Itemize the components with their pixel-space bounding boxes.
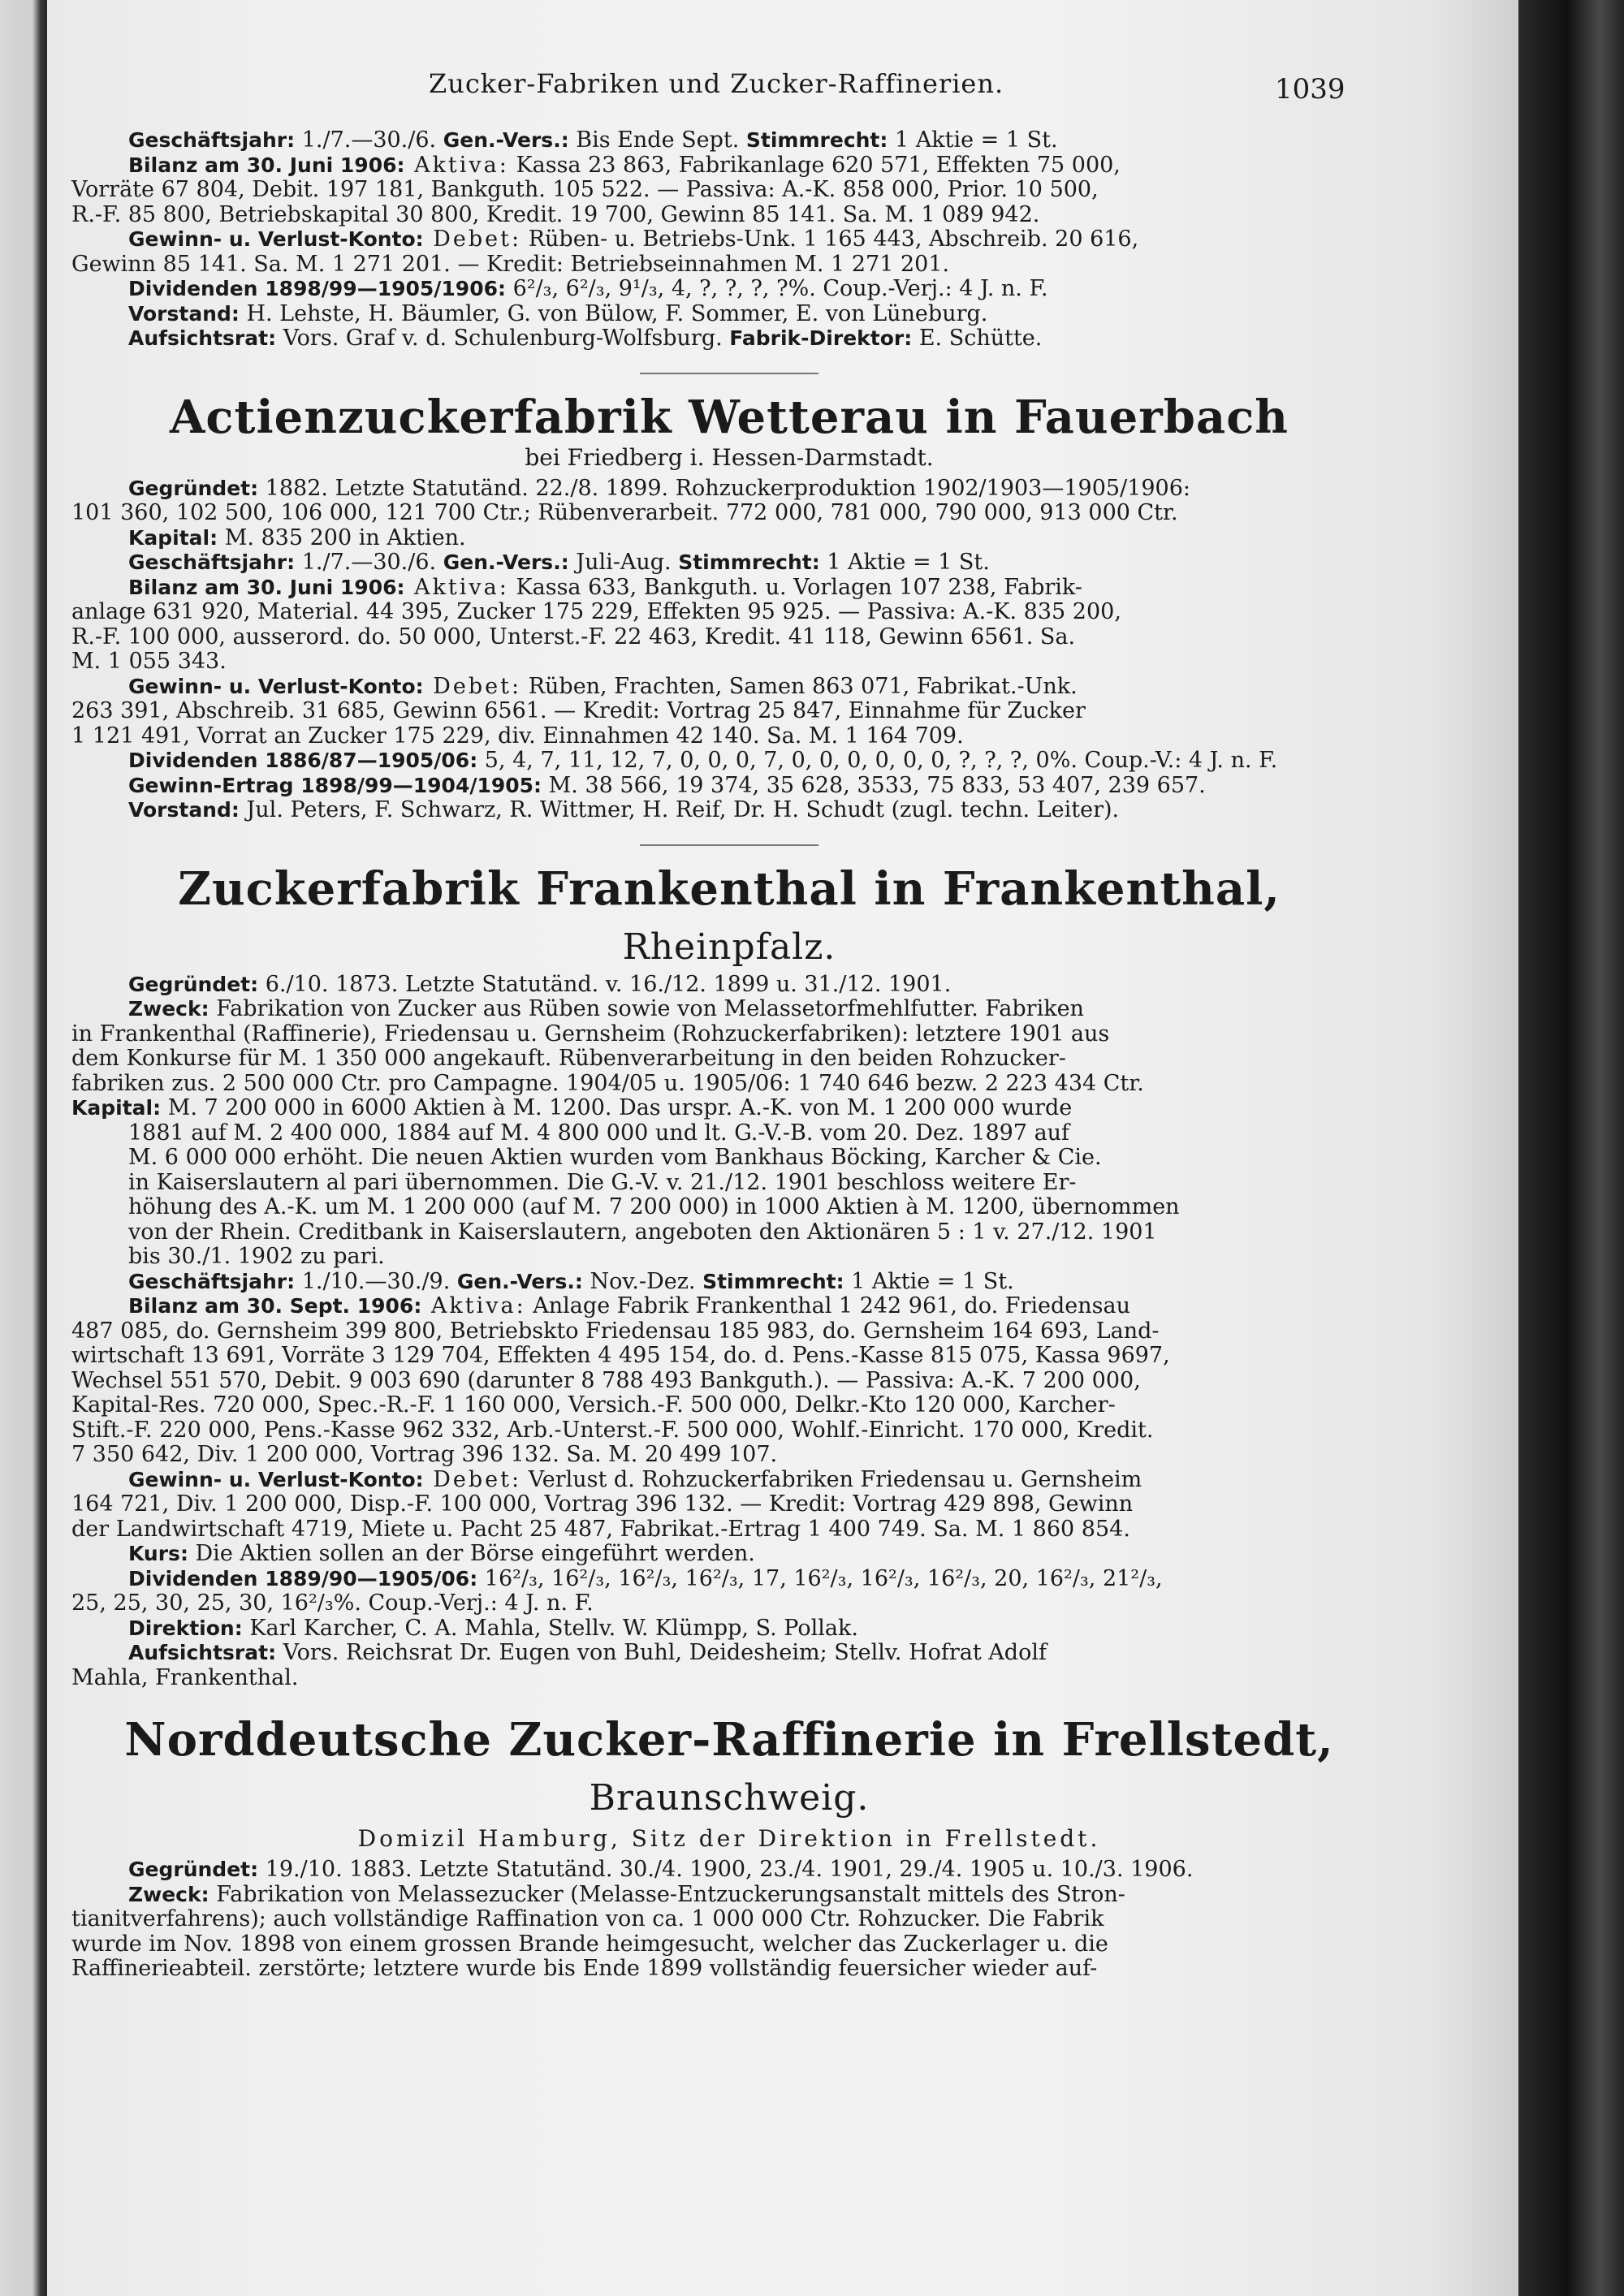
company-subtitle: Domizil Hamburg, Sitz der Direktion in Frellstedt.	[357, 1825, 1101, 1852]
text-line: Kurs: Die Aktien sollen an der Börse eingeführt werden.	[128, 1541, 755, 1566]
text-line: wirtschaft 13 691, Vorräte 3 129 704, Effekten 4 495 154, do. d. Pens.-Kasse 815 075, Kassa 9697,	[71, 1343, 1170, 1368]
section-wetterau	[71, 392, 1387, 823]
text-line: Bilanz am 30. Sept. 1906: Aktiva: Anlage Fabrik Frankenthal 1 242 961, do. Friedensau	[128, 1293, 1130, 1318]
text-line: Wechsel 551 570, Debit. 9 003 690 (darunter 8 788 493 Bankguth.). — Passiva: A.-K. 7 200 000,	[71, 1367, 1141, 1393]
page	[47, 0, 1518, 2296]
text-line: fabriken zus. 2 500 000 Ctr. pro Campagne. 1904/05 u. 1905/06: 1 740 646 bezw. 2 223 434 Ctr.	[71, 1070, 1144, 1096]
text-line: von der Rhein. Creditbank in Kaiserslautern, angeboten den Aktionären 5 : 1 v. 27./12. 1901	[128, 1219, 1157, 1245]
text-line: Bilanz am 30. Juni 1906: Aktiva: Kassa 633, Bankguth. u. Vorlagen 107 238, Fabrik-	[128, 574, 1082, 600]
section-frellstedt	[71, 1715, 1387, 1982]
text-line: Aufsichtsrat: Vors. Reichsrat Dr. Eugen von Buhl, Deidesheim; Stellv. Hofrat Adolf	[128, 1640, 1047, 1665]
text-line: dem Konkurse für M. 1 350 000 angekauft. Rübenverarbeitung in den beiden Rohzucker-	[71, 1046, 1066, 1071]
text-line: R.-F. 85 800, Betriebskapital 30 800, Kredit. 19 700, Gewinn 85 141. Sa. M. 1 089 942.	[71, 201, 1040, 227]
text-line: Geschäftsjahr: 1./7.—30./6. Gen.-Vers.: Bis Ende Sept. Stimmrecht: 1 Aktie = 1 St.	[128, 127, 1058, 153]
page-content	[71, 128, 1387, 1982]
text-line: M. 1 055 343.	[71, 649, 227, 674]
text-line: Raffinerieabteil. zerstörte; letztere wurde bis Ende 1899 vollständig feuersicher wieder auf-	[71, 1956, 1098, 1981]
text-line: 487 085, do. Gernsheim 399 800, Betriebskto Friedensau 185 983, do. Gernsheim 164 693, Land-	[71, 1318, 1160, 1344]
text-line: 101 360, 102 500, 106 000, 121 700 Ctr.; Rübenverarbeit. 772 000, 781 000, 790 000, 913 000 Ctr.	[71, 500, 1178, 525]
text-line: Dividenden 1898/99—1905/1906: 6²/₃, 6²/₃, 9¹/₃, 4, ?, ?, ?, ?%. Coup.-Verj.: 4 J. n. F.	[128, 276, 1048, 301]
text-line: 7 350 642, Div. 1 200 000, Vortrag 396 132. Sa. M. 20 499 107.	[71, 1442, 778, 1467]
running-title: Zucker-Fabriken und Zucker-Raffinerien.	[429, 68, 1004, 99]
company-title: Norddeutsche Zucker-Raffinerie in Frellstedt, Braunschweig.	[124, 1713, 1334, 1819]
text-line: Gewinn-Ertrag 1898/99—1904/1905: M. 38 566, 19 374, 35 628, 3533, 75 833, 53 407, 239 657.	[128, 772, 1206, 798]
text-line: höhung des A.-K. um M. 1 200 000 (auf M. 7 200 000) in 1000 Aktien à M. 1200, übernommen	[128, 1194, 1180, 1219]
text-line: tianitverfahrens); auch vollständige Raffination von ca. 1 000 000 Ctr. Rohzucker. Die Fabrik	[71, 1906, 1104, 1931]
text-line: Direktion: Karl Karcher, C. A. Mahla, Stellv. W. Klümpp, S. Pollak.	[128, 1615, 858, 1641]
text-line: 25, 25, 30, 25, 30, 16²/₃%. Coup.-Verj.: 4 J. n. F.	[71, 1590, 594, 1616]
book-binding	[0, 0, 47, 2296]
text-line: bis 30./1. 1902 zu pari.	[128, 1244, 385, 1269]
text-line: R.-F. 100 000, ausserord. do. 50 000, Unterst.-F. 22 463, Kredit. 41 118, Gewinn 6561. Sa.	[71, 624, 1076, 650]
text-line: Vorstand: H. Lehste, H. Bäumler, G. von Bülow, F. Sommer, E. von Lüneburg.	[128, 300, 988, 326]
text-line: Gegründet: 6./10. 1873. Letzte Statutänd. v. 16./12. 1899 u. 31./12. 1901.	[128, 971, 952, 997]
section-previous-company	[71, 128, 1387, 352]
page-header	[47, 68, 1518, 109]
text-line: in Frankenthal (Raffinerie), Friedensau u. Gernsheim (Rohzuckerfabriken): letztere 1901 aus	[71, 1021, 1110, 1047]
text-line: Vorräte 67 804, Debit. 197 181, Bankguth. 105 522. — Passiva: A.-K. 858 000, Prior. 10 500,	[71, 177, 1099, 202]
text-line: Mahla, Frankenthal.	[71, 1664, 299, 1690]
text-line: Gewinn- u. Verlust-Konto: Debet: Verlust d. Rohzuckerfabriken Friedensau u. Gernsheim	[128, 1466, 1142, 1492]
text-line: Gewinn- u. Verlust-Konto: Debet: Rüben, Frachten, Samen 863 071, Fabrikat.-Unk.	[128, 673, 1078, 699]
text-line: Bilanz am 30. Juni 1906: Aktiva: Kassa 23 863, Fabrikanlage 620 571, Effekten 75 000,	[128, 152, 1121, 178]
text-line: M. 6 000 000 erhöht. Die neuen Aktien wurden vom Bankhaus Böcking, Karcher & Cie.	[128, 1145, 1102, 1170]
text-line: Gegründet: 19./10. 1883. Letzte Statutänd. 30./4. 1900, 23./4. 1901, 29./4. 1905 u. 10./3. 1906.	[128, 1857, 1194, 1882]
company-title: Actienzuckerfabrik Wetterau in Fauerbach	[169, 390, 1289, 444]
text-line: in Kaiserslautern al pari übernommen. Die G.-V. v. 21./12. 1901 beschloss weitere Er-	[128, 1169, 1077, 1195]
text-line: Dividenden 1889/90—1905/06: 16²/₃, 16²/₃, 16²/₃, 16²/₃, 17, 16²/₃, 16²/₃, 16²/₃, 20, 16²/₃, 21²/₃,	[128, 1565, 1163, 1591]
text-line: Gegründet: 1882. Letzte Statutänd. 22./8. 1899. Rohzuckerproduktion 1902/1903—1905/1906:	[128, 475, 1190, 501]
page-edge-shadow	[1518, 0, 1624, 2296]
section-frankenthal	[71, 861, 1387, 1691]
page-number: 1039	[1275, 73, 1345, 106]
text-line: Kapital-Res. 720 000, Spec.-R.-F. 1 160 000, Versich.-F. 500 000, Delkr.-Kto 120 000, Karcher-	[71, 1392, 1116, 1418]
text-line: Zweck: Fabrikation von Zucker aus Rüben sowie von Melassetorfmehlfutter. Fabriken	[128, 996, 1084, 1021]
text-line: 263 391, Abschreib. 31 685, Gewinn 6561. — Kredit: Vortrag 25 847, Einnahme für Zucker	[71, 698, 1086, 723]
text-line: Dividenden 1886/87—1905/06: 5, 4, 7, 11, 12, 7, 0, 0, 0, 7, 0, 0, 0, 0, 0, 0, ?, ?, ?, 0%. Coup.-V.: 4 J. n. F.	[128, 748, 1278, 773]
company-title: Zuckerfabrik Frankenthal in Frankenthal, Rheinpfalz.	[178, 861, 1281, 968]
company-subtitle: bei Friedberg i. Hessen-Darmstadt.	[525, 443, 934, 471]
text-line: Stift.-F. 220 000, Pens.-Kasse 962 332, Arb.-Unterst.-F. 500 000, Wohlf.-Einricht. 170 000, Kredit.	[71, 1417, 1154, 1443]
text-line: 1881 auf M. 2 400 000, 1884 auf M. 4 800 000 und lt. G.-V.-B. vom 20. Dez. 1897 auf	[128, 1120, 1070, 1146]
text-line: Zweck: Fabrikation von Melassezucker (Melasse-Entzuckerungsanstalt mittels des Stron-	[128, 1881, 1125, 1907]
text-line: der Landwirtschaft 4719, Miete u. Pacht 25 487, Fabrikat.-Ertrag 1 400 749. Sa. M. 1 860 854.	[71, 1516, 1130, 1542]
text-line: Geschäftsjahr: 1./10.—30./9. Gen.-Vers.: Nov.-Dez. Stimmrecht: 1 Aktie = 1 St.	[128, 1268, 1014, 1294]
text-line: Kapital: M. 835 200 in Aktien.	[128, 524, 466, 550]
text-line: Geschäftsjahr: 1./7.—30./6. Gen.-Vers.: Juli-Aug. Stimmrecht: 1 Aktie = 1 St.	[128, 550, 990, 575]
text-line: Gewinn 85 141. Sa. M. 1 271 201. — Kredit: Betriebseinnahmen M. 1 271 201.	[71, 251, 950, 277]
text-line: Aufsichtsrat: Vors. Graf v. d. Schulenburg-Wolfsburg. Fabrik-Direktor: E. Schütte.	[128, 326, 1043, 351]
text-line: 1 121 491, Vorrat an Zucker 175 229, div. Einnahmen 42 140. Sa. M. 1 164 709.	[71, 723, 964, 749]
text-line: Gewinn- u. Verlust-Konto: Debet: Rüben- u. Betriebs-Unk. 1 165 443, Abschreib. 20 616,	[128, 227, 1139, 252]
text-line: anlage 631 920, Material. 44 395, Zucker 175 229, Effekten 95 925. — Passiva: A.-K. 835 200,	[71, 599, 1121, 624]
text-line: wurde im Nov. 1898 von einem grossen Brande heimgesucht, welcher das Zuckerlager u. die	[71, 1931, 1108, 1957]
section-divider	[640, 373, 818, 374]
text-line: Vorstand: Jul. Peters, F. Schwarz, R. Wittmer, H. Reif, Dr. H. Schudt (zugl. techn. Leiter).	[128, 797, 1120, 822]
text-line: 164 721, Div. 1 200 000, Disp.-F. 100 000, Vortrag 396 132. — Kredit: Vortrag 429 898, Gewinn	[71, 1491, 1134, 1517]
text-line: Kapital: M. 7 200 000 in 6000 Aktien à M. 1200. Das urspr. A.-K. von M. 1 200 000 wurde	[71, 1095, 1073, 1120]
section-divider	[640, 844, 818, 846]
